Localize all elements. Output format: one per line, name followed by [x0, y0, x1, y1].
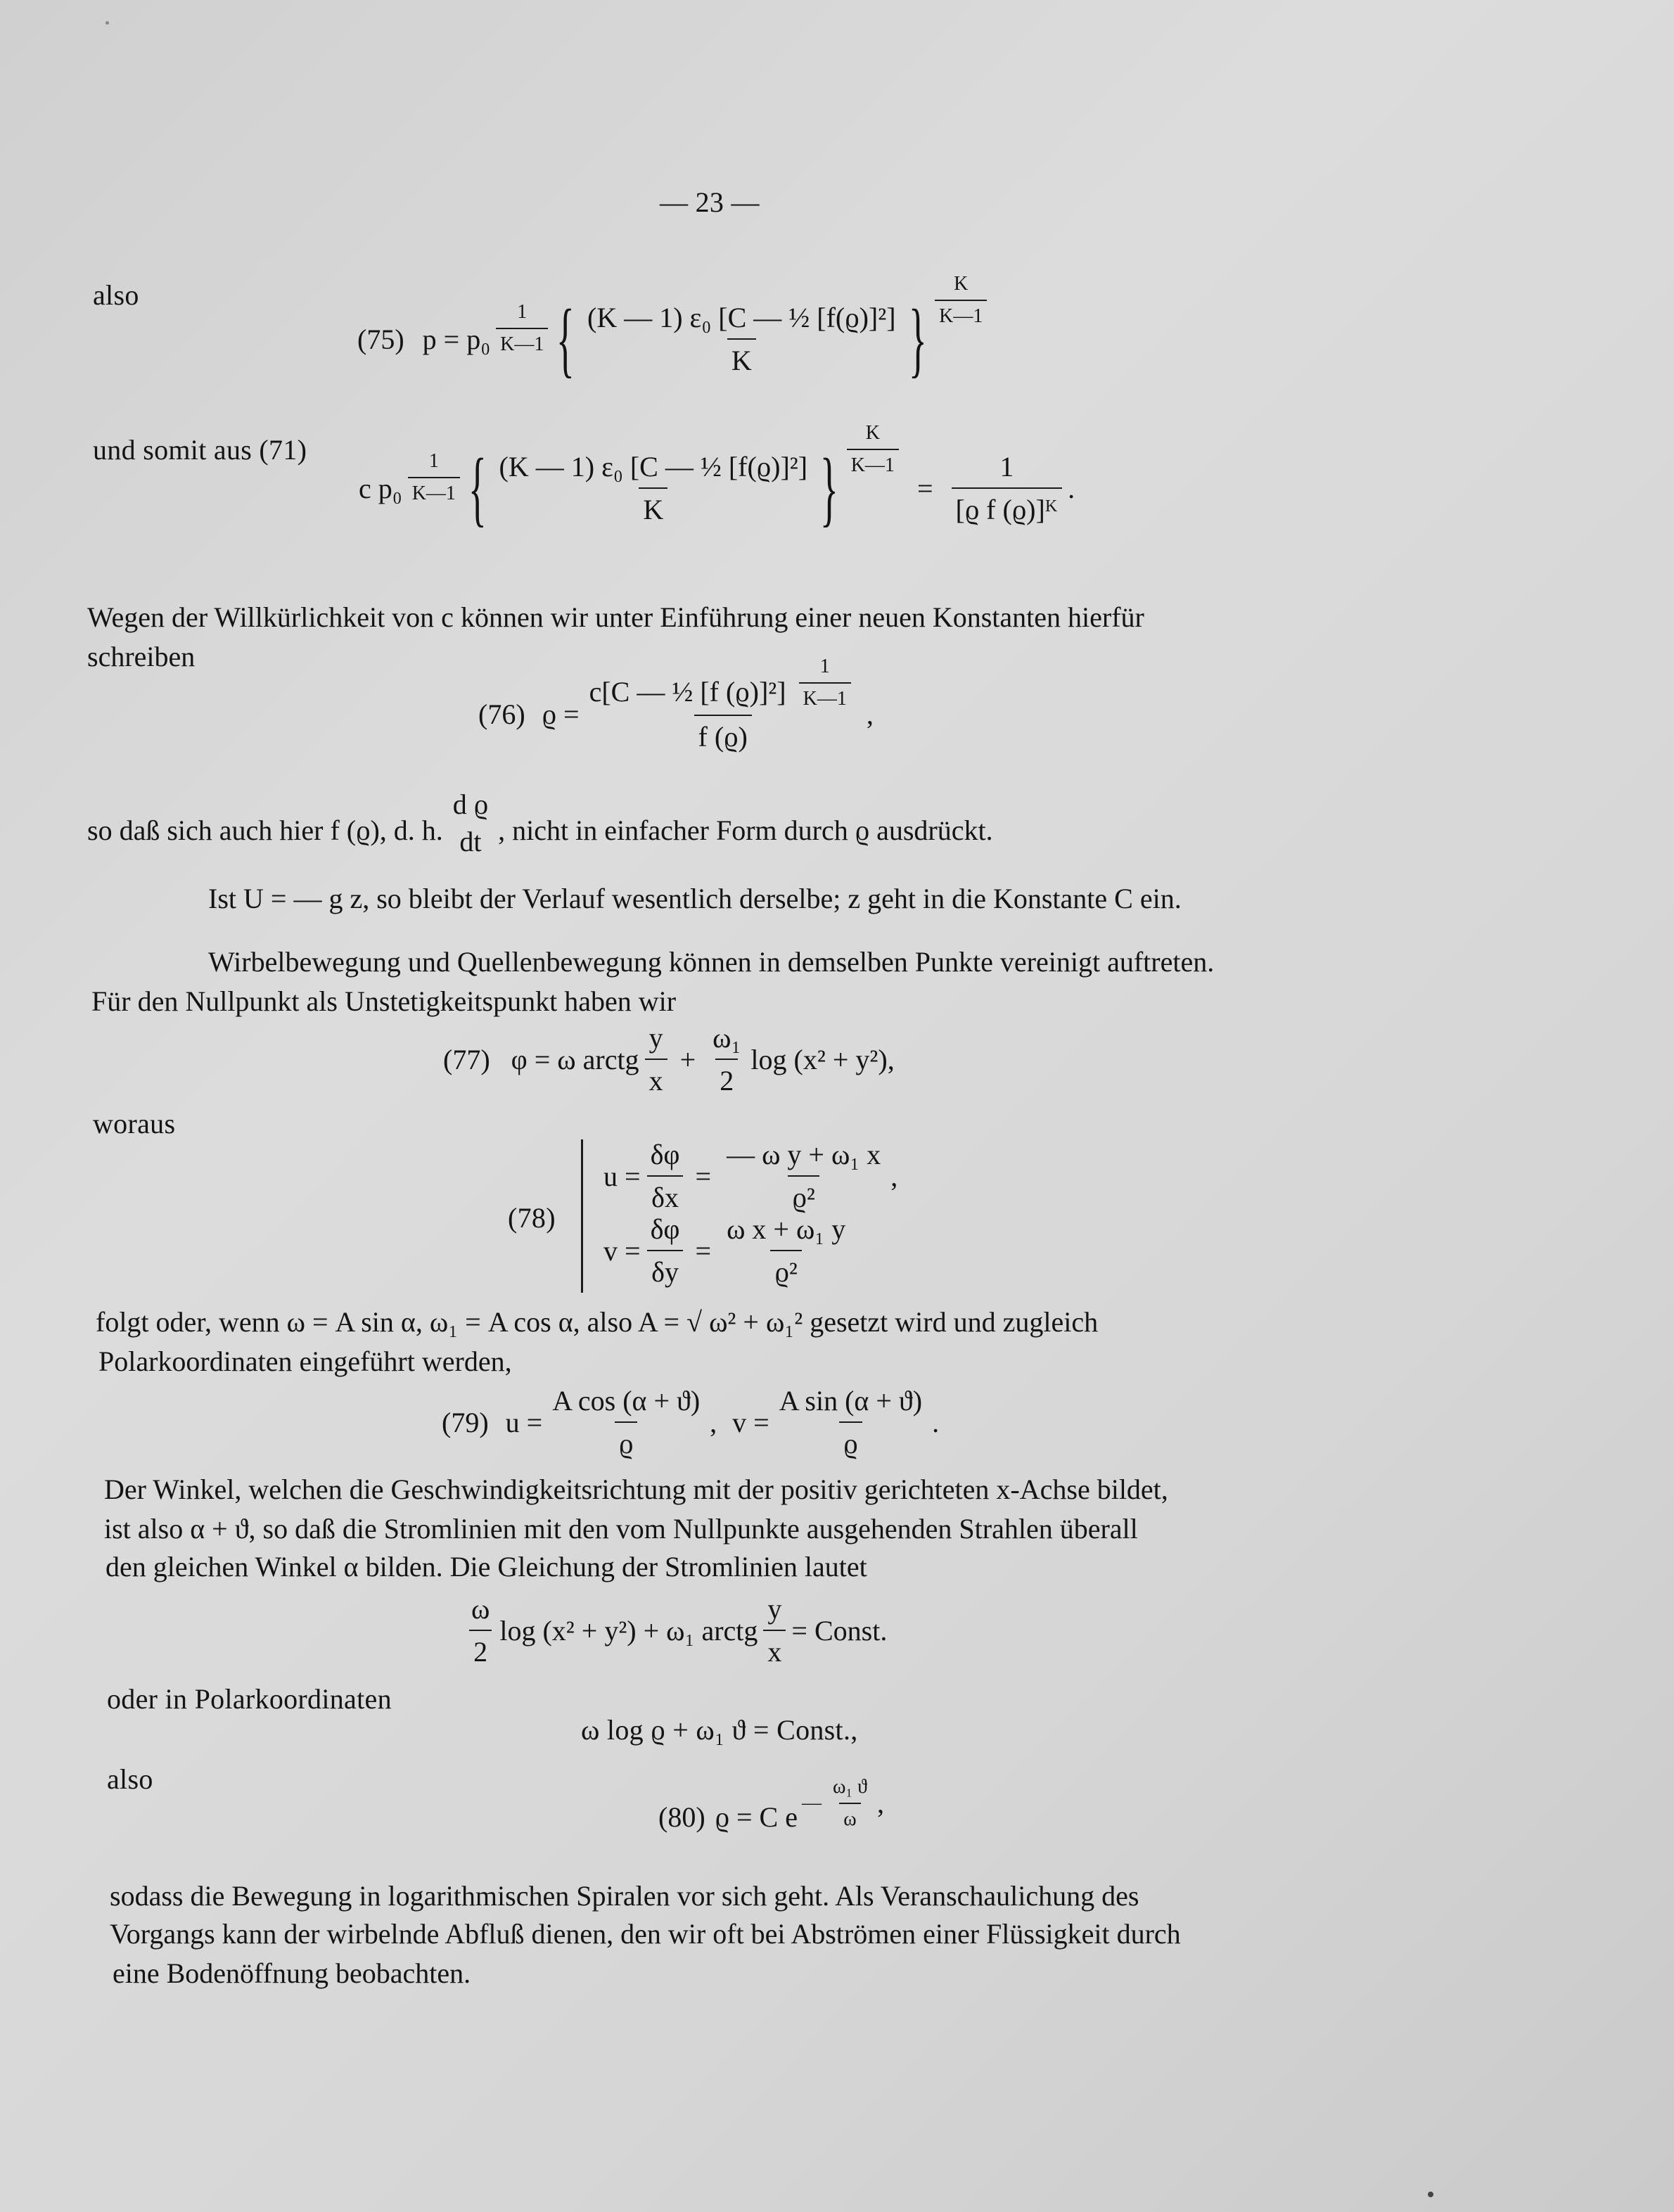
y-over-x-fraction	[763, 1592, 786, 1668]
x-denominator: x	[763, 1630, 786, 1668]
outer-exponent-denominator: K—1	[935, 300, 987, 328]
text-folgt-1: folgt oder, wenn ω = A sin α, ω₁ = A cos α, also A = √ ω² + ω₁² gesetzt wird und zugleich	[96, 1306, 1099, 1338]
two-denominator: 2	[469, 1630, 492, 1668]
u-denominator: ϱ	[615, 1421, 637, 1460]
outer-exponent-fraction	[847, 422, 899, 477]
equation-lhs: ϱ = C e	[715, 1801, 798, 1833]
outer-exponent-denominator: K—1	[847, 449, 899, 477]
right-brace: }	[908, 292, 927, 385]
exponent-fraction	[408, 450, 460, 505]
two-denominator: 2	[715, 1059, 738, 1097]
y-numerator: y	[648, 1022, 663, 1054]
right-brace: }	[819, 441, 838, 535]
text-woraus: woraus	[93, 1108, 176, 1139]
partial-y-fraction	[646, 1213, 684, 1289]
omega-over-2-fraction	[467, 1592, 494, 1668]
log-arctg-term: log (x² + y²) + ω₁ arctg	[499, 1614, 758, 1647]
text-wirbel-1: Wirbelbewegung und Quellenbewegung können in demselben Punkte vereinigt auftreten.	[208, 946, 1215, 978]
equation-75	[357, 273, 992, 385]
v-fraction	[775, 1384, 926, 1460]
numerator-bracket: c[C — ½ [f (ϱ)]²]	[589, 676, 786, 708]
log-term: log (x² + y²),	[750, 1043, 895, 1075]
exponent-fraction	[799, 656, 851, 710]
exponent-numerator: 1	[517, 301, 528, 323]
y-numerator: y	[767, 1593, 782, 1625]
text-ist-u: Ist U = — g z, so bleibt der Verlauf wesentlich derselbe; z geht in die Konstante C ein.	[208, 883, 1182, 914]
exponent-numerator: 1	[428, 450, 439, 472]
equation-78-label: (78)	[508, 1202, 556, 1234]
v-numerator: A sin (α + ϑ)	[779, 1385, 923, 1417]
system-bracket	[581, 1139, 583, 1293]
comma: ,	[877, 1787, 885, 1819]
equation-streamlines	[461, 1592, 887, 1668]
partial-y: δy	[647, 1250, 683, 1289]
v-rhs-fraction	[722, 1213, 850, 1289]
text-also-2: also	[107, 1763, 153, 1795]
text-und-somit: und somit aus (71)	[93, 434, 307, 466]
v-rhs-numerator: ω x + ω₁ y	[727, 1213, 846, 1245]
text-so-dass-end: , nicht in einfacher Form durch ϱ ausdrückt.	[498, 814, 993, 846]
text-folgt-2: Polarkoordinaten eingeführt werden,	[98, 1345, 512, 1377]
main-fraction	[583, 301, 900, 377]
equation-79	[442, 1384, 939, 1460]
text-winkel-1: Der Winkel, welchen die Geschwindigkeitsrichtung mit der positiv gerichteten x-Achse bildet,	[104, 1473, 1168, 1505]
outer-exponent-numerator: K	[865, 422, 880, 444]
equation-lhs: ϱ =	[542, 698, 580, 730]
text-sodass-3: eine Bodenöffnung beobachten.	[113, 1957, 471, 1989]
comma: ,	[866, 698, 874, 730]
text-winkel-2: ist also α + ϑ, so daß die Stromlinien mit den vom Nullpunkte ausgehenden Strahlen überall	[104, 1513, 1138, 1545]
derivative-denominator: dt	[459, 826, 482, 857]
exponent-denominator: K—1	[799, 682, 851, 710]
print-speck	[1428, 2192, 1433, 2197]
u-lhs: u =	[505, 1406, 543, 1438]
text-so-dass: so daß sich auch hier f (ϱ), d. h.	[87, 814, 443, 846]
text-wegen-1: Wegen der Willkürlichkeit von c können wir unter Einführung einer neuen Konstanten hierfür	[87, 601, 1144, 633]
u-rhs-denominator: ϱ²	[788, 1175, 819, 1214]
exponent-denominator: K—1	[408, 477, 460, 505]
exponent-numerator: ω₁ ϑ	[832, 1775, 868, 1798]
equation-polar: ω log ϱ + ω₁ ϑ = Const.,	[581, 1714, 858, 1746]
equation-77	[443, 1021, 895, 1097]
minus-sign: —	[801, 1791, 822, 1814]
exponent-denominator: K—1	[496, 328, 548, 356]
v-lhs: v =	[603, 1234, 641, 1267]
equals-sign: =	[695, 1234, 712, 1267]
u-fraction	[548, 1384, 704, 1460]
outer-exponent-fraction	[935, 273, 987, 328]
equation-label: (76)	[478, 698, 525, 730]
left-brace: {	[468, 441, 487, 535]
omega1-numerator: ω₁	[713, 1022, 741, 1054]
equation-78-v	[603, 1213, 855, 1289]
const-term: = Const.	[791, 1614, 888, 1647]
main-fraction	[585, 655, 861, 753]
partial-x: δx	[647, 1175, 683, 1214]
equation-lhs: φ = ω arctg	[511, 1043, 639, 1075]
v-lhs: v =	[732, 1406, 769, 1438]
x-denominator: x	[645, 1059, 667, 1097]
partial-phi: δφ	[650, 1139, 680, 1170]
comma: ,	[890, 1160, 898, 1192]
text-wirbel-2: Für den Nullpunkt als Unstetigkeitspunkt haben wir	[91, 985, 677, 1017]
derivative-numerator: d ϱ	[452, 788, 489, 820]
page-number: — 23 —	[660, 186, 760, 218]
v-denominator: ϱ	[839, 1421, 862, 1460]
print-speck	[106, 21, 109, 25]
left-brace: {	[556, 292, 575, 385]
main-fraction	[495, 450, 812, 526]
u-rhs-numerator: — ω y + ω₁ x	[727, 1139, 881, 1170]
rhs-fraction	[952, 450, 1063, 526]
exponent-denominator: ω	[839, 1803, 860, 1831]
exponent-fraction	[496, 301, 548, 356]
fraction-numerator: (K — 1) ε₀ [C — ½ [f(ϱ)]²]	[587, 302, 896, 333]
omega-numerator: ω	[471, 1593, 490, 1625]
plus-sign: +	[679, 1043, 696, 1075]
u-rhs-fraction	[722, 1138, 885, 1214]
fraction-denominator: K	[727, 338, 756, 377]
equation-76	[478, 655, 874, 753]
equals-sign: =	[695, 1160, 712, 1192]
period: .	[932, 1406, 940, 1438]
text-also-1: also	[93, 279, 139, 311]
equation-label: (75)	[357, 323, 404, 355]
equation-lhs: c p₀	[359, 472, 402, 504]
comma: ,	[710, 1406, 717, 1438]
text-oder-polar: oder in Polarkoordinaten	[107, 1683, 392, 1715]
equation-label: (79)	[442, 1406, 489, 1438]
fraction-denominator: K	[639, 487, 667, 526]
fraction-numerator: (K — 1) ε₀ [C — ½ [f(ϱ)]²]	[499, 451, 808, 482]
text-winkel-3: den gleichen Winkel α bilden. Die Gleichung der Stromlinien lautet	[106, 1551, 867, 1583]
text-sodass-2: Vorgangs kann der wirbelnde Abfluß dienen, den wir oft bei Abströmen einer Flüssigkeit durch	[110, 1918, 1181, 1950]
u-lhs: u =	[603, 1160, 641, 1192]
equation-label: (77)	[443, 1043, 490, 1075]
period: .	[1068, 472, 1075, 504]
derivative-fraction	[449, 788, 492, 858]
equation-80	[658, 1775, 885, 1834]
exponent-fraction	[829, 1776, 871, 1831]
text-so-dass-line	[87, 788, 993, 858]
exponent-numerator: 1	[819, 655, 830, 677]
u-numerator: A cos (α + ϑ)	[552, 1385, 701, 1417]
fraction-denominator: f (ϱ)	[694, 715, 752, 753]
fraction-numerator	[585, 655, 861, 715]
text-wegen-2: schreiben	[87, 641, 196, 672]
equation-71-derived	[359, 422, 1075, 535]
equals-sign: =	[916, 472, 933, 504]
y-over-x-fraction	[645, 1021, 667, 1097]
partial-phi: δφ	[650, 1213, 680, 1245]
equation-78-u	[603, 1138, 897, 1214]
partial-x-fraction	[646, 1138, 684, 1214]
equation-lhs: p = p₀	[422, 323, 491, 355]
rhs-denominator: [ϱ f (ϱ)]ᴷ	[952, 487, 1063, 526]
v-rhs-denominator: ϱ²	[770, 1250, 801, 1289]
rhs-numerator: 1	[999, 451, 1014, 482]
outer-exponent-numerator: K	[954, 273, 969, 295]
equation-label: (80)	[658, 1801, 705, 1833]
omega1-over-2-fraction	[708, 1021, 745, 1097]
text-sodass-1: sodass die Bewegung in logarithmischen Spiralen vor sich geht. Als Veranschaulichung des	[110, 1880, 1139, 1912]
